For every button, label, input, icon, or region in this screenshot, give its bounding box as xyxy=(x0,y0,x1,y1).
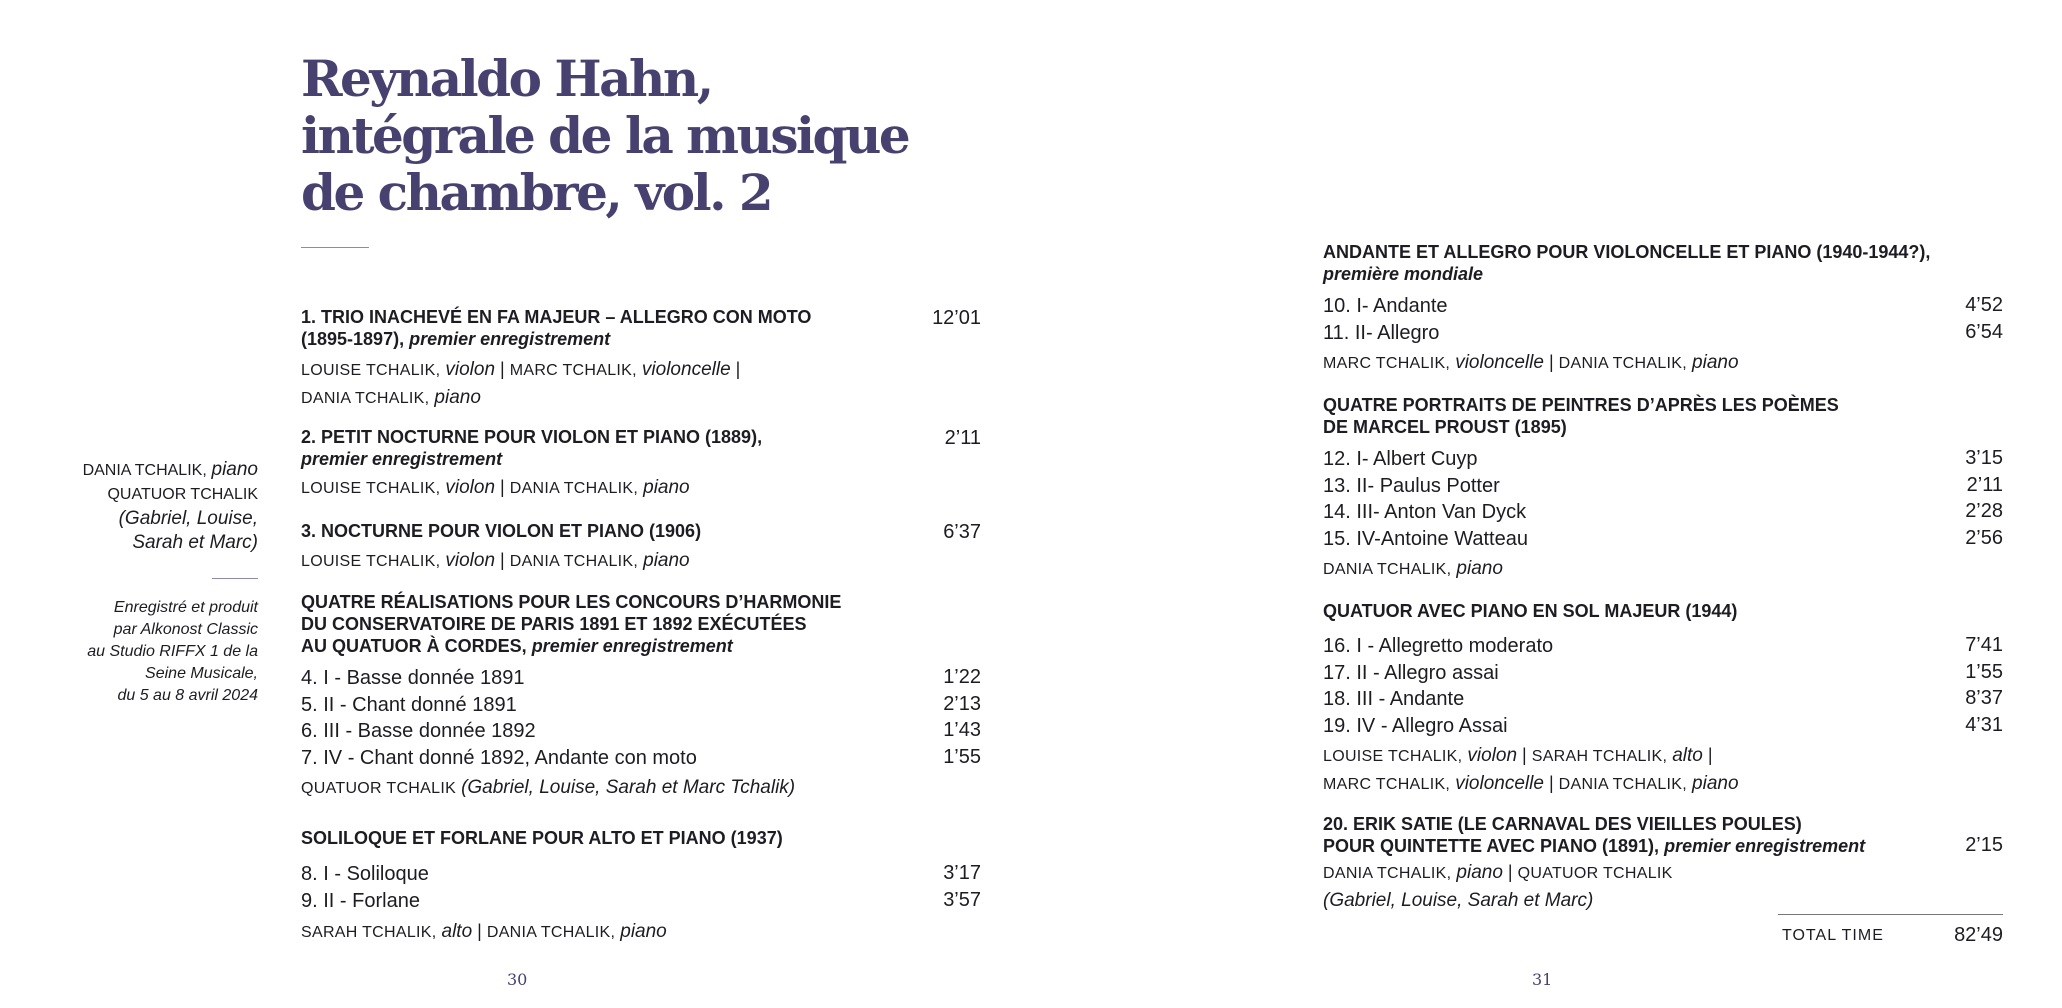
page-number-right: 31 xyxy=(1532,970,1553,989)
credit: MARC TCHALIK, violoncelle | DANIA TCHALIK, piano xyxy=(1323,352,1739,373)
credit: QUATUOR TCHALIK (Gabriel, Louise, Sarah et Marc Tchalik) xyxy=(301,777,796,798)
list-item: 6. III - Basse donnée 1892 1’43 xyxy=(301,719,981,742)
list-item: 7. IV - Chant donné 1892, Andante con moto 1’55 xyxy=(301,745,981,769)
list-item: 18. III - Andante 8’37 xyxy=(1323,687,2003,710)
credit: DANIA TCHALIK, piano | QUATUOR TCHALIK (Gabriel, Louise, Sarah et Marc) xyxy=(1323,862,1673,911)
page-title xyxy=(301,50,908,221)
satie-block: 20. ERIK SATIE (LE CARNAVAL DES VIEILLES POULES) POUR QUINTETTE AVEC PIANO (1891), premier enregistrement 2’15 DANIA TCHALIK, piano | QUATUOR TCHALIK (Gabriel, Louise, Sarah et Marc) xyxy=(1323,813,2003,914)
andante-block: ANDANTE ET ALLEGRO POUR VIOLONCELLE ET PIANO (1940-1944?), première mondiale 10. I- Andante 4’52 11. II- Allegro 6’54 MARC TCHALIK, violoncelle | DANIA TCHALIK, piano xyxy=(1323,241,2003,377)
track-list xyxy=(301,861,981,914)
page-number-left: 30 xyxy=(507,970,528,989)
list-item: 10. I- Andante 4’52 xyxy=(1323,294,2003,317)
list-item: 9. II - Forlane 3’57 xyxy=(301,888,981,912)
quatuor-block: QUATUOR AVEC PIANO EN SOL MAJEUR (1944) 16. I - Allegretto moderato 7’41 17. II - Allegro assai 1’55 18. III - Andante 8’37 19. IV - Allegro Assai 4’31 LOUISE TCHALIK, violon | SARAH TCHALIK, alto | MARC TCHALIK, violoncelle | DANIA TCHALIK, piano xyxy=(1323,600,2003,798)
total-time-value: 82’49 xyxy=(1954,924,2003,946)
list-item: 15. IV-Antoine Watteau 2’56 xyxy=(1323,526,2003,550)
portraits-block: QUATRE PORTRAITS DE PEINTRES D’APRÈS LES POÈMES DE MARCEL PROUST (1895) 12. I- Albert Cuyp 3’15 13. II- Paulus Potter 2’11 14. III- Anton Van Dyck 2’28 15. IV-Antoine Watteau 2’56 DANIA TCHALIK, piano xyxy=(1323,394,2003,583)
credit: LOUISE TCHALIK, violon | SARAH TCHALIK, alto | MARC TCHALIK, violoncelle | DANIA TCHALIK, piano xyxy=(1323,745,1739,794)
credit: LOUISE TCHALIK, violon | DANIA TCHALIK, piano xyxy=(301,550,690,571)
track-3-block: 3. NOCTURNE POUR VIOLON ET PIANO (1906) 6’37 LOUISE TCHALIK, violon | DANIA TCHALIK, piano xyxy=(301,520,981,575)
track-list xyxy=(1323,446,2003,552)
soliloque-block: SOLILOQUE ET FORLANE POUR ALTO ET PIANO (1937) 8. I - Soliloque 3’17 9. II - Forlane 3’57 SARAH TCHALIK, alto | DANIA TCHALIK, piano xyxy=(301,827,981,946)
list-item: 14. III- Anton Van Dyck 2’28 xyxy=(1323,500,2003,523)
track-2-block: 2. PETIT NOCTURNE POUR VIOLON ET PIANO (1889), premier enregistrement 2’11 LOUISE TCHALIK, violon | DANIA TCHALIK, piano xyxy=(301,426,981,502)
harmonie-block: QUATRE RÉALISATIONS POUR LES CONCOURS D’HARMONIE DU CONSERVATOIRE DE PARIS 1891 ET 1892 EXÉCUTÉES AU QUATUOR À CORDES, premier enregistrement 4. I - Basse donnée 1891 1’22 5. II - Chant donné 1891 2’13 6. III - Basse donnée 1892 1’43 7. IV - Chant donné 1892, Andante con moto 1’55 QUATUOR TCHALIK (Gabriel, Louise, Sarah et Marc Tchalik) xyxy=(301,591,981,802)
track-list xyxy=(1323,633,2003,739)
list-item: 11. II- Allegro 6’54 xyxy=(1323,320,2003,344)
total-time-label: TOTAL TIME xyxy=(1782,927,1884,944)
list-item: 17. II - Allegro assai 1’55 xyxy=(1323,660,2003,684)
track-duration: 2’11 xyxy=(944,427,981,449)
list-item: 4. I - Basse donnée 1891 1’22 xyxy=(301,666,981,689)
track-duration: 2’15 xyxy=(1965,834,2003,856)
list-item: 16. I - Allegretto moderato 7’41 xyxy=(1323,634,2003,657)
title-line-2: intégrale de la musique xyxy=(301,106,909,165)
total-time xyxy=(1782,923,2003,949)
list-item: 8. I - Soliloque 3’17 xyxy=(301,862,981,885)
track-1-block: 1. TRIO INACHEVÉ EN FA MAJEUR – ALLEGRO CON MOTO (1895-1897), premier enregistrement 12’01 LOUISE TCHALIK, violon | MARC TCHALIK, violoncelle | DANIA TCHALIK, piano xyxy=(301,306,981,412)
credit: LOUISE TCHALIK, violon | MARC TCHALIK, violoncelle | DANIA TCHALIK, piano xyxy=(301,359,741,408)
list-item: 5. II - Chant donné 1891 2’13 xyxy=(301,692,981,716)
track-duration: 6’37 xyxy=(943,521,981,543)
track-list xyxy=(1323,293,2003,346)
title-line-1: Reynaldo Hahn, xyxy=(301,49,712,108)
title-divider xyxy=(301,247,369,248)
list-item: 13. II- Paulus Potter 2’11 xyxy=(1323,473,2003,497)
list-item: 12. I- Albert Cuyp 3’15 xyxy=(1323,447,2003,470)
list-item: 19. IV - Allegro Assai 4’31 xyxy=(1323,713,2003,737)
track-duration: 12’01 xyxy=(932,307,981,329)
credit: LOUISE TCHALIK, violon | DANIA TCHALIK, piano xyxy=(301,477,690,498)
track-list xyxy=(301,665,981,771)
credit: SARAH TCHALIK, alto | DANIA TCHALIK, piano xyxy=(301,921,667,942)
performers-aside: DANIA TCHALIK, piano QUATUOR TCHALIK (Gabriel, Louise, Sarah et Marc) xyxy=(82,459,258,553)
title-line-3: de chambre, vol. 2 xyxy=(301,163,772,222)
recording-info: Enregistré et produit par Alkonost Classic au Studio RIFFX 1 de la Seine Musicale, du 5 au 8 avril 2024 xyxy=(87,599,258,704)
total-divider xyxy=(1778,914,2003,915)
aside-divider xyxy=(212,578,258,579)
credit: DANIA TCHALIK, piano xyxy=(1323,558,1503,579)
